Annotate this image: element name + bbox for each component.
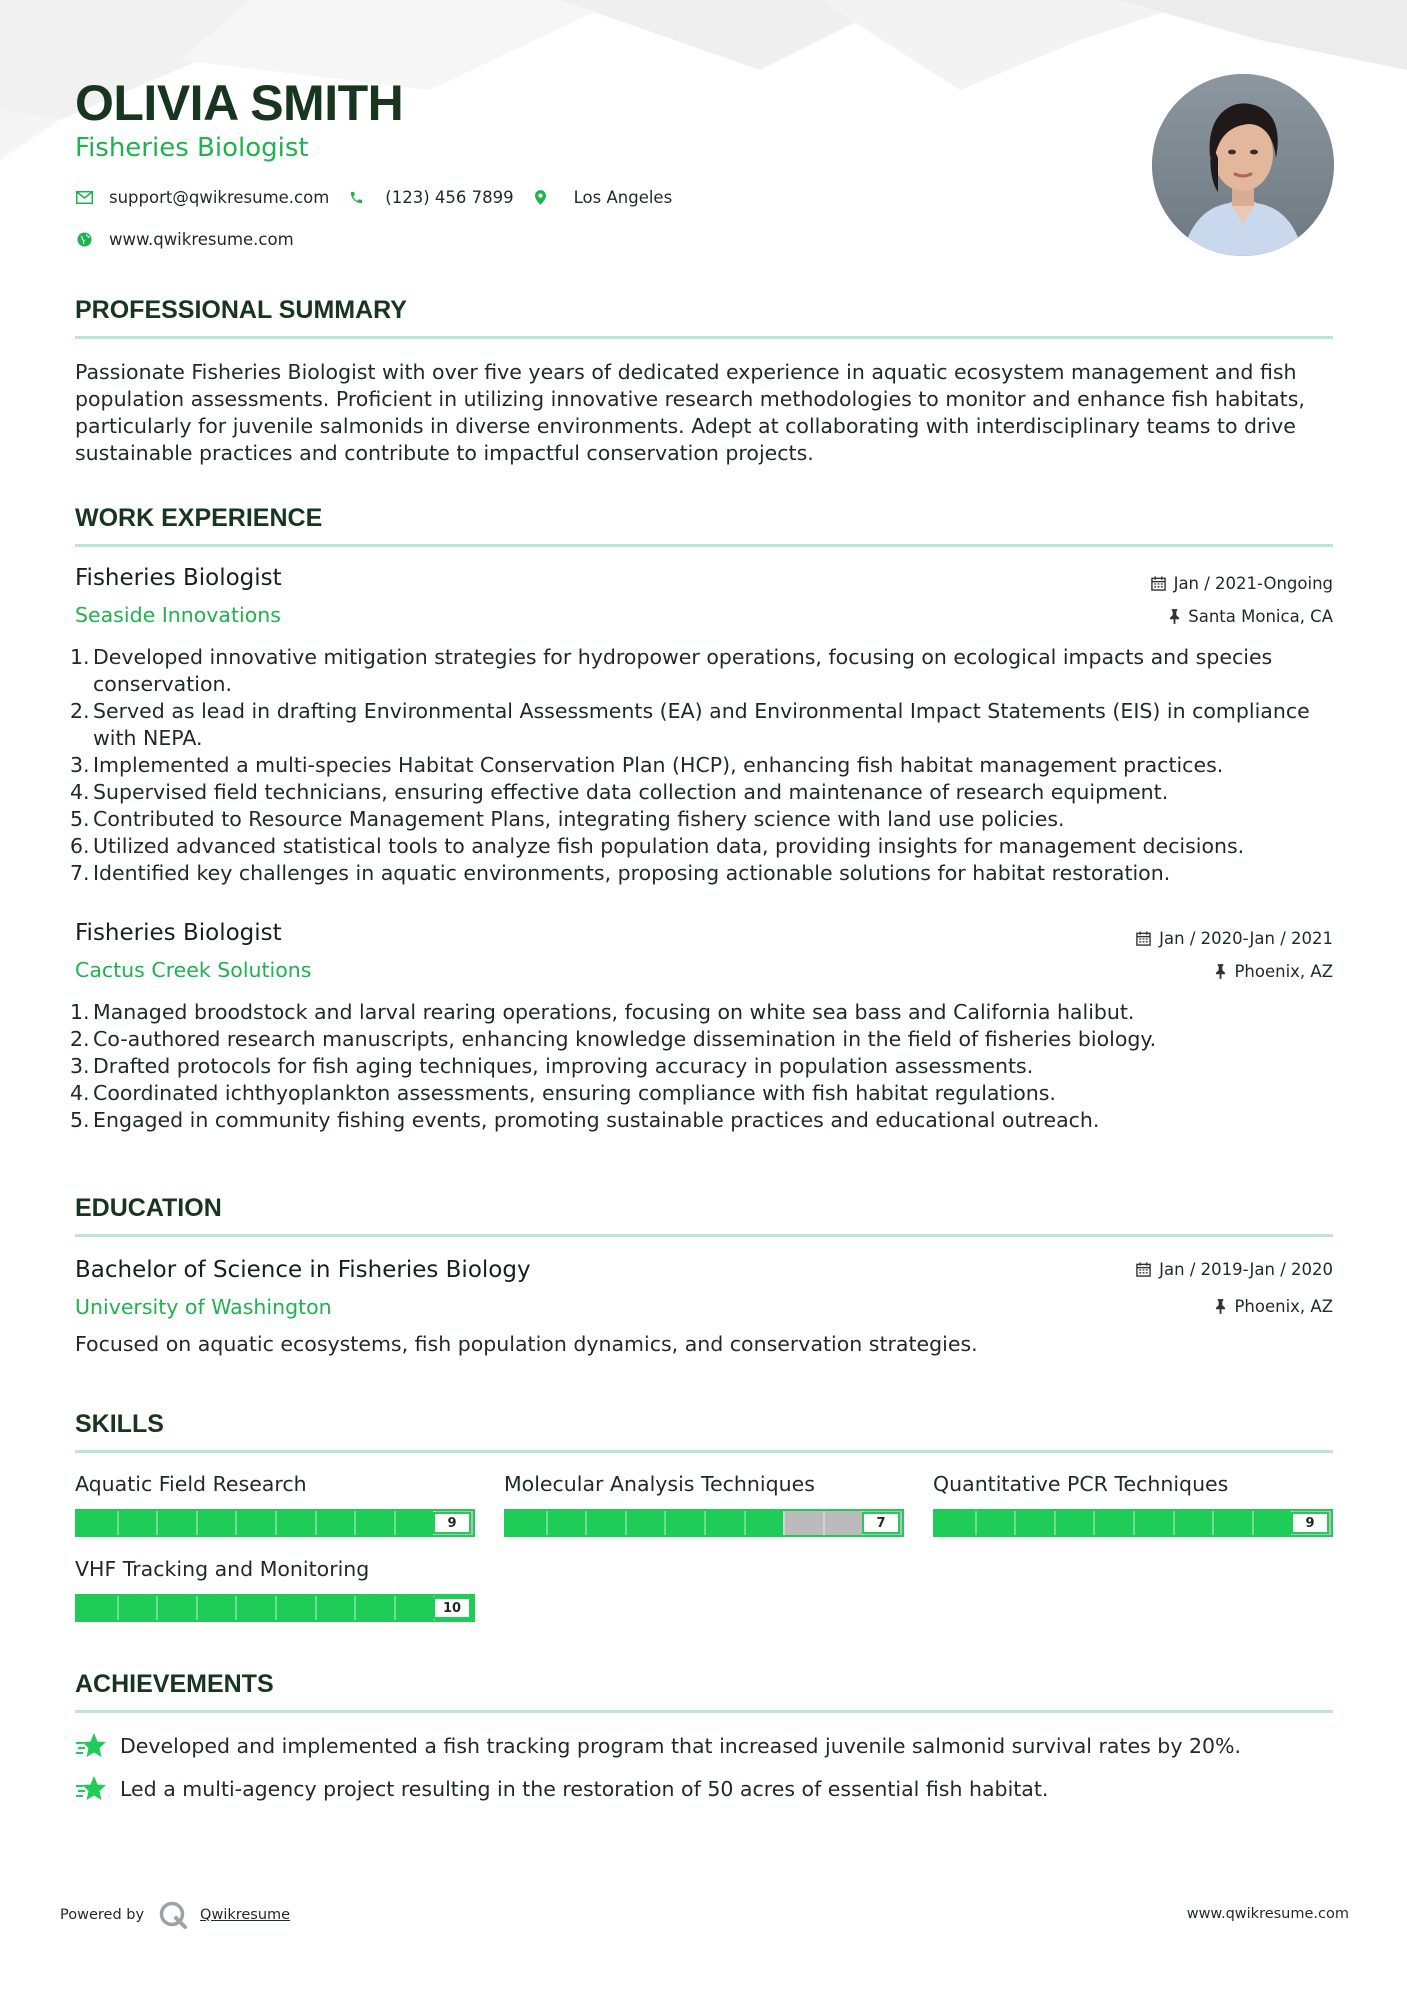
skill-item — [75, 1472, 475, 1531]
job-1-dates-text: Jan / 2021-Ongoing — [1173, 574, 1333, 593]
star-icon — [75, 1731, 107, 1761]
list-item: Identified key challenges in aquatic environments, proposing actionable solutions for habitat restoration. — [93, 861, 1171, 885]
skill-bar-segment — [1054, 1511, 1056, 1535]
skill-bar-segment — [315, 1511, 317, 1535]
education-dates — [1136, 1260, 1333, 1279]
job-2-dates-text: Jan / 2020-Jan / 2021 — [1159, 929, 1333, 948]
website-text: www.qwikresume.com — [109, 230, 294, 249]
calendar-icon — [1136, 931, 1151, 946]
job-1-title: Fisheries Biologist — [75, 565, 282, 591]
skill-bar-segment — [275, 1511, 277, 1535]
skill-score: 9 — [433, 1512, 471, 1534]
envelope-icon — [75, 189, 93, 207]
list-item: Utilized advanced statistical tools to analyze fish population data, providing insights for management decisions. — [93, 834, 1245, 858]
list-item: Drafted protocols for fish aging techniques, improving accuracy in population assessments. — [93, 1054, 1034, 1078]
brand-link[interactable]: Qwikresume — [200, 1907, 291, 1923]
pushpin-icon — [1169, 609, 1180, 624]
list-item: Developed innovative mitigation strategies for hydropower operations, focusing on ecological impacts and species conservation. — [93, 645, 1273, 696]
skill-label: Quantitative PCR Techniques — [933, 1472, 1229, 1496]
calendar-icon — [1151, 576, 1166, 591]
list-item: Engaged in community fishing events, promoting sustainable practices and educational outreach. — [93, 1108, 1100, 1132]
skill-bar-segment — [394, 1511, 396, 1535]
skill-bar-segment — [156, 1596, 158, 1620]
qwikresume-logo-icon — [158, 1900, 188, 1930]
skill-bar-segment — [235, 1596, 237, 1620]
skill-item — [933, 1472, 1333, 1531]
education-school: University of Washington — [75, 1295, 332, 1319]
candidate-name: OLIVIA SMITH — [75, 75, 404, 131]
achievement-item — [75, 1774, 1048, 1804]
skill-bar-segment — [354, 1511, 356, 1535]
job-1-location — [1169, 607, 1333, 626]
skill-bar-segment — [315, 1596, 317, 1620]
achievements-divider — [75, 1710, 1333, 1713]
list-item: Managed broodstock and larval rearing operations, focusing on white sea bass and California halibut. — [93, 1000, 1135, 1024]
email-text: support@qwikresume.com — [109, 188, 330, 207]
skill-score: 9 — [1291, 1512, 1329, 1534]
calendar-icon — [1136, 1262, 1151, 1277]
skill-bar-fill — [935, 1511, 1291, 1535]
candidate-job-title: Fisheries Biologist — [75, 133, 309, 163]
list-item: Co-authored research manuscripts, enhancing knowledge dissemination in the field of fisheries biology. — [93, 1027, 1157, 1051]
experience-divider — [75, 544, 1333, 547]
list-item: Implemented a multi-species Habitat Conservation Plan (HCP), enhancing fish habitat management practices. — [93, 753, 1224, 777]
contact-row-primary — [75, 188, 690, 207]
skill-item — [75, 1557, 475, 1616]
achievement-item — [75, 1731, 1241, 1761]
skill-bar-segment — [664, 1511, 666, 1535]
skill-bar-segment — [196, 1511, 198, 1535]
summary-text: Passionate Fisheries Biologist with over five years of dedicated experience in aquatic ecosystem management and fish population assessments. Proficient in utilizing innovative research methodologies to monitor and enhance fish habitats, particularly for juvenile salmonids in diverse environments. Adept at collaborating with interdisciplinary teams to drive sustainable practices and contribute to impactful conservation projects. — [75, 360, 1305, 465]
achievement-text: Led a multi-agency project resulting in the restoration of 50 acres of essential fish habitat. — [120, 1777, 1049, 1801]
skill-bar-segment — [394, 1596, 396, 1620]
job-2-bullets — [60, 999, 1335, 1134]
skill-bar-segment — [235, 1511, 237, 1535]
job-2-location-text: Phoenix, AZ — [1234, 962, 1333, 981]
contact-website[interactable] — [75, 230, 294, 249]
skill-bar-segment — [975, 1511, 977, 1535]
list-item: Supervised field technicians, ensuring effective data collection and maintenance of research equipment. — [93, 780, 1169, 804]
education-heading: EDUCATION — [75, 1194, 222, 1222]
skills-divider — [75, 1450, 1333, 1453]
achievements-heading: ACHIEVEMENTS — [75, 1670, 274, 1698]
job-2-location — [1215, 962, 1333, 981]
contact-phone[interactable] — [347, 188, 513, 207]
skill-bar-segment — [704, 1511, 706, 1535]
skill-bar-segment — [196, 1596, 198, 1620]
location-text: Los Angeles — [573, 188, 673, 207]
contact-email[interactable] — [75, 188, 329, 207]
pushpin-icon — [1215, 1299, 1226, 1314]
job-1-company: Seaside Innovations — [75, 603, 281, 627]
skill-bar-segment — [585, 1511, 587, 1535]
list-item: Contributed to Resource Management Plans, integrating fishery science with land use policies. — [93, 807, 1065, 831]
skill-bar — [75, 1594, 475, 1622]
education-location — [1215, 1297, 1333, 1316]
job-1-dates — [1151, 574, 1333, 593]
job-2-company: Cactus Creek Solutions — [75, 958, 312, 982]
skill-score: 10 — [433, 1597, 471, 1619]
skill-bar-segment — [744, 1511, 746, 1535]
job-1-location-text: Santa Monica, CA — [1188, 607, 1333, 626]
profile-photo — [1152, 74, 1334, 256]
phone-icon — [347, 189, 365, 207]
globe-icon — [75, 231, 93, 249]
skills-heading: SKILLS — [75, 1410, 164, 1438]
skill-bar — [933, 1509, 1333, 1537]
skill-bar — [504, 1509, 904, 1537]
footer-url[interactable]: www.qwikresume.com — [1186, 1906, 1349, 1922]
skill-bar-segment — [354, 1596, 356, 1620]
job-2-title: Fisheries Biologist — [75, 920, 282, 946]
skill-score: 7 — [862, 1512, 900, 1534]
contact-row-secondary — [75, 230, 312, 249]
education-description: Focused on aquatic ecosystems, fish population dynamics, and conservation strategies. — [75, 1332, 978, 1356]
skill-bar-segment — [783, 1511, 785, 1535]
skill-bar-segment — [156, 1511, 158, 1535]
skill-bar-segment — [275, 1596, 277, 1620]
job-2-dates — [1136, 929, 1333, 948]
achievement-text: Developed and implemented a fish tracking program that increased juvenile salmonid survival rates by 20%. — [120, 1734, 1242, 1758]
skill-bar-fill — [77, 1511, 433, 1535]
skill-bar-segment — [117, 1511, 119, 1535]
education-degree: Bachelor of Science in Fisheries Biology — [75, 1257, 531, 1283]
skill-label: Molecular Analysis Techniques — [504, 1472, 815, 1496]
skill-bar-segment — [1014, 1511, 1016, 1535]
education-dates-text: Jan / 2019-Jan / 2020 — [1159, 1260, 1333, 1279]
skill-bar-segment — [1252, 1511, 1254, 1535]
skill-bar-segment — [1133, 1511, 1135, 1535]
experience-heading: WORK EXPERIENCE — [75, 504, 323, 532]
summary-heading: PROFESSIONAL SUMMARY — [75, 296, 407, 324]
phone-text: (123) 456 7899 — [385, 188, 514, 207]
skill-bar-segment — [1212, 1511, 1214, 1535]
education-location-text: Phoenix, AZ — [1234, 1297, 1333, 1316]
list-item: Coordinated ichthyoplankton assessments, ensuring compliance with fish habitat regulations. — [93, 1081, 1056, 1105]
powered-by-label: Powered by — [60, 1907, 145, 1923]
job-1-bullets — [60, 644, 1335, 887]
skill-bar-segment — [823, 1511, 825, 1535]
skill-bar-segment — [625, 1511, 627, 1535]
contact-location — [532, 188, 673, 207]
education-divider — [75, 1234, 1333, 1237]
list-item: Served as lead in drafting Environmental Assessments (EA) and Environmental Impact Statements (EIS) in compliance with NEPA. — [93, 699, 1310, 750]
map-pin-icon — [532, 189, 550, 207]
skill-bar-segment — [117, 1596, 119, 1620]
skill-label: VHF Tracking and Monitoring — [75, 1557, 370, 1581]
skill-bar — [75, 1509, 475, 1537]
summary-divider — [75, 336, 1333, 339]
skill-bar-segment — [1173, 1511, 1175, 1535]
star-icon — [75, 1774, 107, 1804]
skill-label: Aquatic Field Research — [75, 1472, 307, 1496]
footer-powered-by — [60, 1900, 290, 1930]
skill-bar-segment — [1093, 1511, 1095, 1535]
skill-bar-segment — [546, 1511, 548, 1535]
pushpin-icon — [1215, 964, 1226, 979]
skill-item — [504, 1472, 904, 1531]
